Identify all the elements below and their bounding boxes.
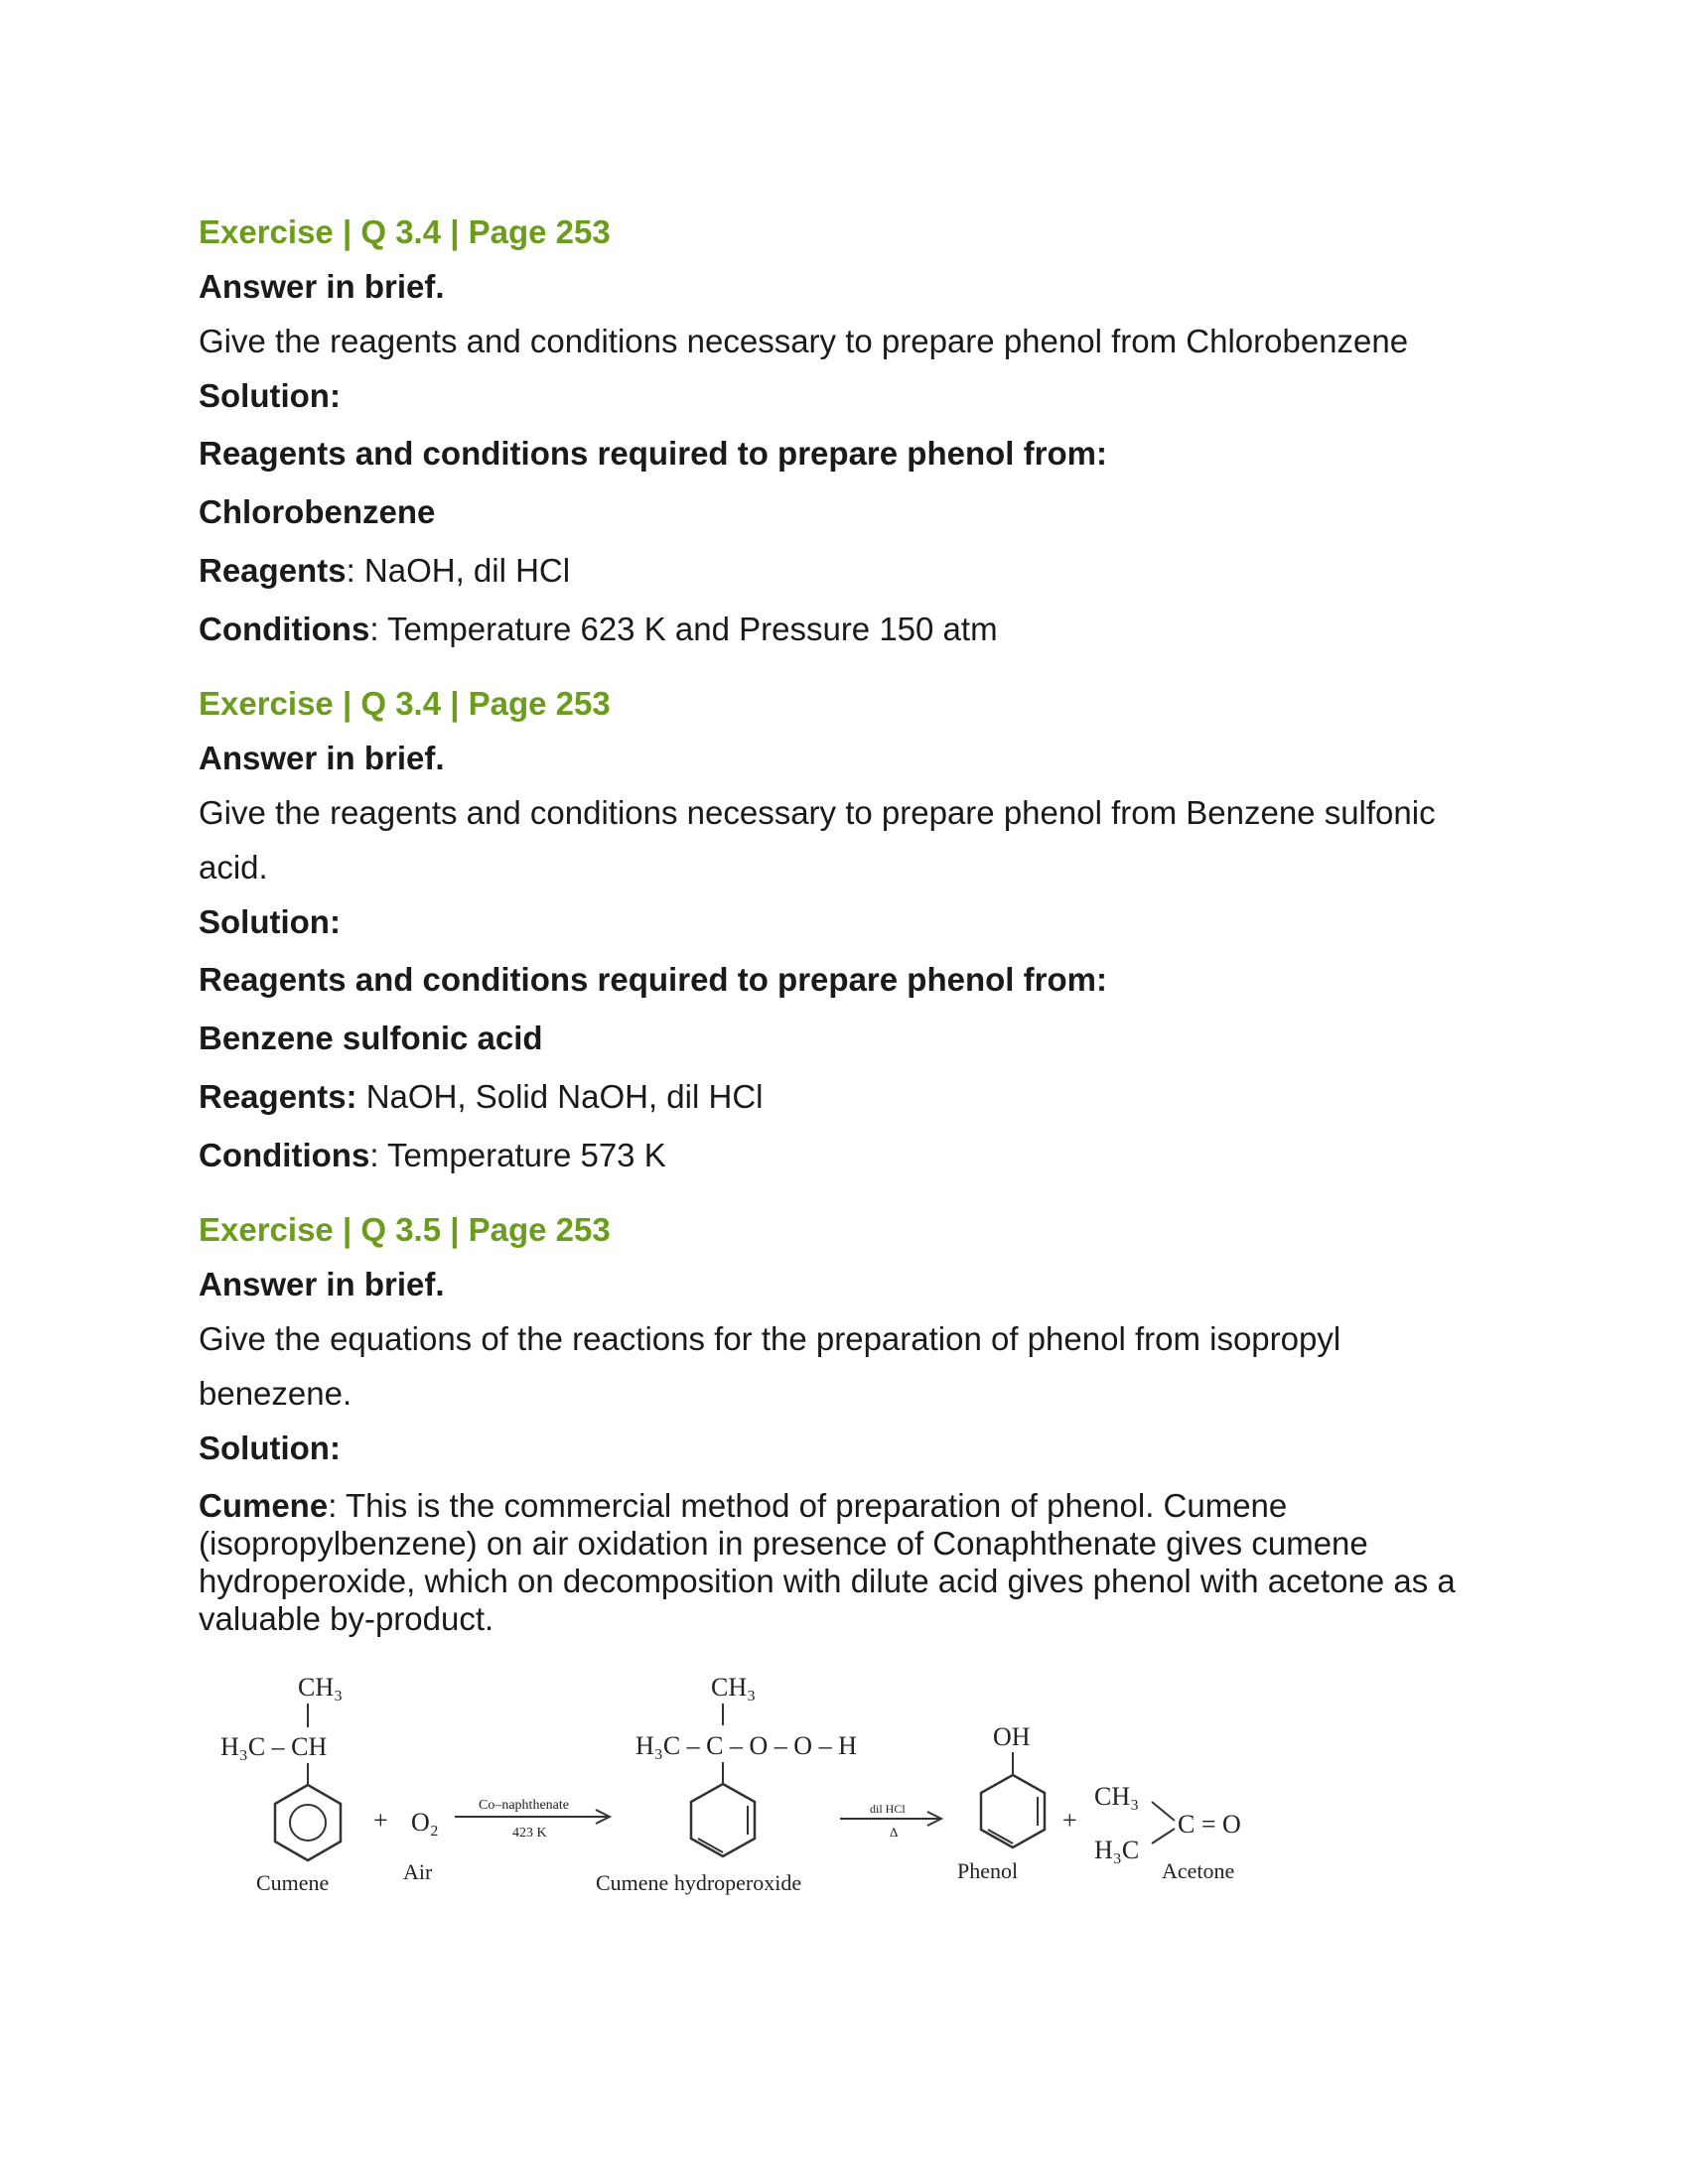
compound-name: Benzene sulfonic acid — [199, 1020, 543, 1056]
acetone-carbonyl: C = O — [1178, 1810, 1241, 1839]
reaction-arrow-1 — [455, 1798, 610, 1841]
arrow1-catalyst: Co–naphthenate — [479, 1798, 569, 1813]
cumene-paragraph — [199, 1487, 1456, 1638]
acetone-name: Acetone — [1162, 1858, 1235, 1883]
answer-type: Answer in brief. — [199, 740, 445, 776]
cumene-hydroperoxide-structure — [596, 1673, 857, 1895]
cumene-ch3: CH₃ — [298, 1673, 344, 1702]
cumene-line-4: valuable by-product. — [199, 1600, 494, 1637]
acetone-h3c: H₃C — [1094, 1836, 1140, 1864]
reagents-value: : NaOH, dil HCl — [346, 552, 571, 589]
hydroperoxide-name: Cumene hydroperoxide — [596, 1870, 802, 1895]
question-text-continued: acid. — [199, 849, 268, 886]
acetone-ch3: CH₃ — [1094, 1782, 1140, 1811]
conditions-value: : Temperature 573 K — [369, 1137, 666, 1173]
solution-label: Solution: — [199, 903, 341, 940]
cumene-line-3: hydroperoxide, which on decomposition with dilute acid gives phenol with acetone as a — [199, 1563, 1456, 1599]
answer-type: Answer in brief. — [199, 1266, 445, 1302]
plus-sign: + — [1062, 1806, 1077, 1835]
air-label: Air — [403, 1859, 433, 1884]
conditions-label: Conditions — [199, 611, 370, 647]
reagents-line — [199, 554, 570, 587]
exercise-header: Exercise | Q 3.5 | Page 253 — [199, 1211, 611, 1248]
question-text-continued: benezene. — [199, 1375, 352, 1412]
reagents-label: Reagents: — [199, 1078, 357, 1115]
conditions-line — [199, 1139, 666, 1171]
exercise-header: Exercise | Q 3.4 | Page 253 — [199, 213, 611, 250]
phenol-oh: OH — [993, 1722, 1031, 1751]
solution-label: Solution: — [199, 377, 341, 414]
hydroperoxide-chain: H₃C – C – O – O – H — [635, 1731, 857, 1760]
question-text: Give the equations of the reactions for the preparation of phenol from isopropyl — [199, 1320, 1341, 1357]
conditions-line — [199, 613, 998, 645]
cumene-label: Cumene — [199, 1487, 329, 1524]
arrow2-heat: Δ — [890, 1825, 899, 1840]
cumene-line-2: (isopropylbenzene) on air oxidation in presence of Conaphthenate gives cumene — [199, 1525, 1368, 1562]
reagents-label: Reagents — [199, 552, 347, 589]
cumene-name: Cumene — [256, 1870, 330, 1895]
cumene-structure — [220, 1673, 343, 1895]
exercise-header: Exercise | Q 3.4 | Page 253 — [199, 685, 611, 722]
reagents-value: NaOH, Solid NaOH, dil HCl — [356, 1078, 764, 1115]
arrow1-temperature: 423 K — [512, 1826, 547, 1841]
solution-label: Solution: — [199, 1430, 341, 1466]
phenol-structure — [957, 1722, 1045, 1883]
plus-sign: + — [373, 1806, 388, 1835]
arrow2-reagent: dil HCl — [870, 1802, 906, 1816]
reagents-line — [199, 1080, 764, 1113]
benzene-ring — [275, 1785, 341, 1860]
conditions-value: : Temperature 623 K and Pressure 150 atm — [369, 611, 998, 647]
answer-type: Answer in brief. — [199, 268, 445, 305]
cumene-text-1: : This is the commercial method of preparation of phenol. Cumene — [328, 1487, 1288, 1524]
cumene-chain: H₃C – CH — [220, 1732, 328, 1761]
acetone-structure — [1094, 1782, 1241, 1883]
solution-intro: Reagents and conditions required to prepare phenol from: — [199, 961, 1107, 998]
question-text: Give the reagents and conditions necessary to prepare phenol from Chlorobenzene — [199, 323, 1409, 359]
solution-intro: Reagents and conditions required to prepare phenol from: — [199, 435, 1107, 472]
phenol-name: Phenol — [957, 1858, 1019, 1883]
hydroperoxide-ch3: CH₃ — [711, 1673, 757, 1702]
compound-name: Chlorobenzene — [199, 493, 436, 530]
aromatic-circle — [290, 1805, 326, 1841]
cumene-line-1 — [199, 1487, 1456, 1525]
question-text: Give the reagents and conditions necessary to prepare phenol from Benzene sulfonic — [199, 794, 1436, 831]
conditions-label: Conditions — [199, 1137, 370, 1173]
reaction-arrow-2 — [840, 1802, 941, 1840]
oxygen-formula: O₂ — [411, 1808, 439, 1837]
